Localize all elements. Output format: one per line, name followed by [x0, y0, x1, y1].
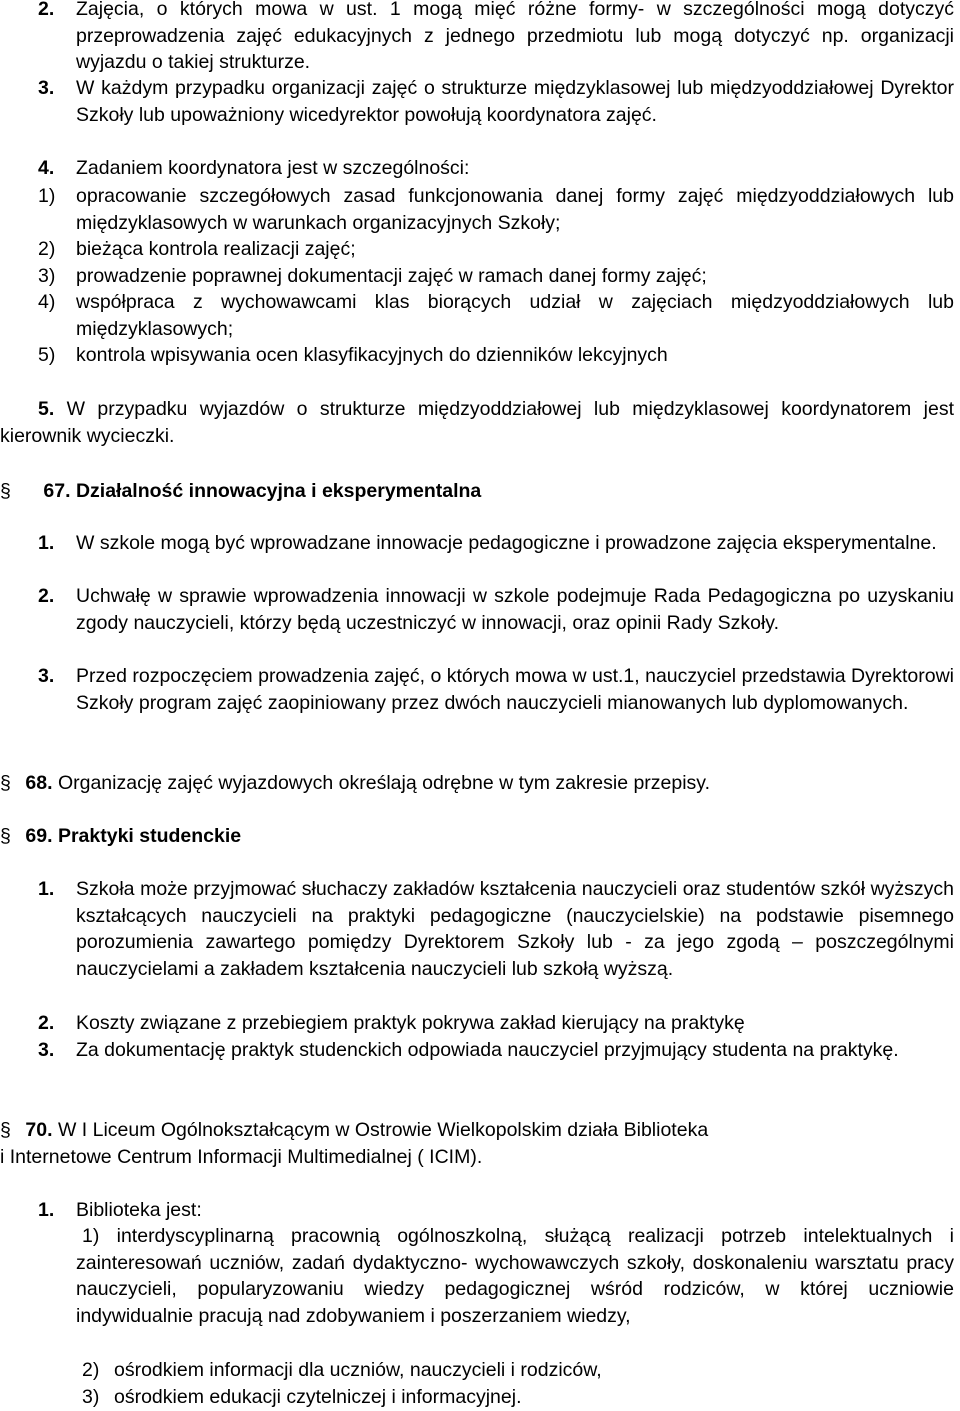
paragraph-2: Zajęcia, o których mowa w ust. 1 mogą mięć różne formy- w szczególności mogą dotyczyć przeprowadzenia zajęć edukacyjnych z jednego przedmiotu lub mogą dotyczyć np. organizacji wyjazdu o takiej strukturze. — [76, 0, 954, 74]
list-item-number: 3) — [38, 265, 56, 287]
section-title: Praktyki studenckie — [57, 825, 242, 847]
section-sign-icon: § — [0, 480, 11, 502]
section-text: Organizację zajęć wyjazdowych określają odrębne w tym zakresie przepisy. — [57, 772, 711, 794]
list-item: współpraca z wychowawcami klas biorących udział w zajęciach międzyoddziałowych lub międzyklasowych; — [76, 291, 954, 340]
list-item: Za dokumentację praktyk studenckich odpowiada nauczyciel przyjmujący studenta na praktykę. — [76, 1039, 899, 1061]
section-number: 68. — [25, 772, 53, 794]
paragraph-3: W każdym przypadku organizacji zajęć o strukturze międzyklasowej lub międzyoddziałowej Dyrektor Szkoły lub upoważniony wicedyrektor powołują koordynatora zajęć. — [76, 77, 954, 126]
paragraph-4: Zadaniem koordynatora jest w szczególności: — [76, 157, 470, 179]
list-item-number: 3) — [82, 1386, 100, 1408]
section-sign-icon: § — [0, 1119, 11, 1141]
list-item-number: 2) — [38, 238, 56, 260]
list-item: prowadzenie poprawnej dokumentacji zajęć w ramach danej formy zajęć; — [76, 265, 707, 287]
list-item-number: 4) — [38, 291, 56, 313]
list-item: bieżąca kontrola realizacji zajęć; — [76, 238, 356, 260]
item-number: 2. — [38, 585, 55, 607]
list-item-text: interdyscyplinarną pracownią ogólnoszkolną, służącą realizacji potrzeb intelektualnych i zainteresowań uczniów, zadań dydaktyczno- wychowawczych szkoły, doskonaleniu warsztatu pracy nauczycieli, popularyzowaniu wiedzy pedagogicznej wśród rodziców, w której uczniowie indywidualnie pracują nad zdobywaniem i poszerzaniem wiedzy, — [76, 1225, 955, 1327]
item-number: 1. — [38, 1199, 55, 1221]
section-70-line-2 — [0, 1144, 482, 1171]
list-item-number: 2) — [82, 1359, 100, 1381]
item-number: 3. — [38, 77, 55, 99]
item-number: 2. — [38, 0, 55, 20]
section-68-heading — [0, 770, 710, 797]
list-item: Szkoła może przyjmować słuchaczy zakładów kształcenia nauczycieli oraz studentów szkół wyższych kształcących nauczycieli na praktyki pedagogiczne (nauczycielskie) na podstawie pisemnego porozumienia zawartego pomiędzy Dyrektorem Szkoły lub - za jego zgodą – poszczególnymi nauczycielami a zakładem kształcenia nauczycieli lub szkołą wyższą. — [76, 878, 954, 980]
item-number: 5. — [38, 398, 55, 420]
section-sign-icon: § — [0, 825, 11, 847]
paragraph-5 — [0, 396, 954, 449]
list-item-number: 1) — [82, 1225, 100, 1247]
list-item: opracowanie szczegółowych zasad funkcjonowania danej formy zajęć międzyoddziałowych lub międzyklasowych w warunkach organizacyjnych Szkoły; — [76, 185, 954, 234]
item-number: 4. — [38, 157, 55, 179]
list-item: Uchwałę w sprawie wprowadzenia innowacji w szkole podejmuje Rada Pedagogiczna po uzyskaniu zgody nauczycieli, którzy będą uczestniczyć w innowacji, oraz opinii Rady Szkoły. — [76, 585, 954, 634]
list-item-number: 5) — [38, 344, 56, 366]
list-item: ośrodkiem informacji dla uczniów, nauczycieli i rodziców, — [114, 1359, 602, 1381]
section-text-line-1: W I Liceum Ogólnokształcącym w Ostrowie Wielkopolskim działa Biblioteka — [57, 1119, 709, 1141]
section-sign-icon: § — [0, 772, 11, 794]
item-number: 1. — [38, 878, 55, 900]
list-item: W szkole mogą być wprowadzane innowacje pedagogiczne i prowadzone zajęcia eksperymentalne. — [76, 532, 937, 554]
section-number: 70. — [25, 1119, 53, 1141]
section-text-line-2: i Internetowe Centrum Informacji Multimedialnej ( ICIM). — [0, 1146, 483, 1168]
list-item: ośrodkiem edukacji czytelniczej i informacyjnej. — [114, 1386, 522, 1408]
section-69-heading — [0, 823, 241, 850]
list-item: Koszty związane z przebiegiem praktyk pokrywa zakład kierujący na praktykę — [76, 1012, 745, 1034]
list-item: Przed rozpoczęciem prowadzenia zajęć, o których mowa w ust.1, nauczyciel przedstawia Dyrektorowi Szkoły program zajęć zaopiniowany przez dwóch nauczycieli mianowanych lub dyplomowanych. — [76, 665, 954, 714]
section-67-heading — [0, 478, 481, 505]
paragraph-library: Biblioteka jest: — [76, 1199, 202, 1221]
list-item: kontrola wpisywania ocen klasyfikacyjnych do dzienników lekcyjnych — [76, 344, 668, 366]
item-number: 3. — [38, 1039, 55, 1061]
paragraph-5-text: W przypadku wyjazdów o strukturze międzyoddziałowej lub międzyklasowej koordynatorem jest kierownik wycieczki. — [0, 398, 954, 447]
section-title: Działalność innowacyjna i eksperymentalna — [75, 480, 482, 502]
item-number: 1. — [38, 532, 55, 554]
item-number: 3. — [38, 665, 55, 687]
item-number: 2. — [38, 1012, 55, 1034]
section-number: 67. — [43, 480, 71, 502]
section-70-heading — [0, 1117, 708, 1144]
section-number: 69. — [25, 825, 53, 847]
list-item — [76, 1223, 954, 1329]
list-item-number: 1) — [38, 185, 56, 207]
